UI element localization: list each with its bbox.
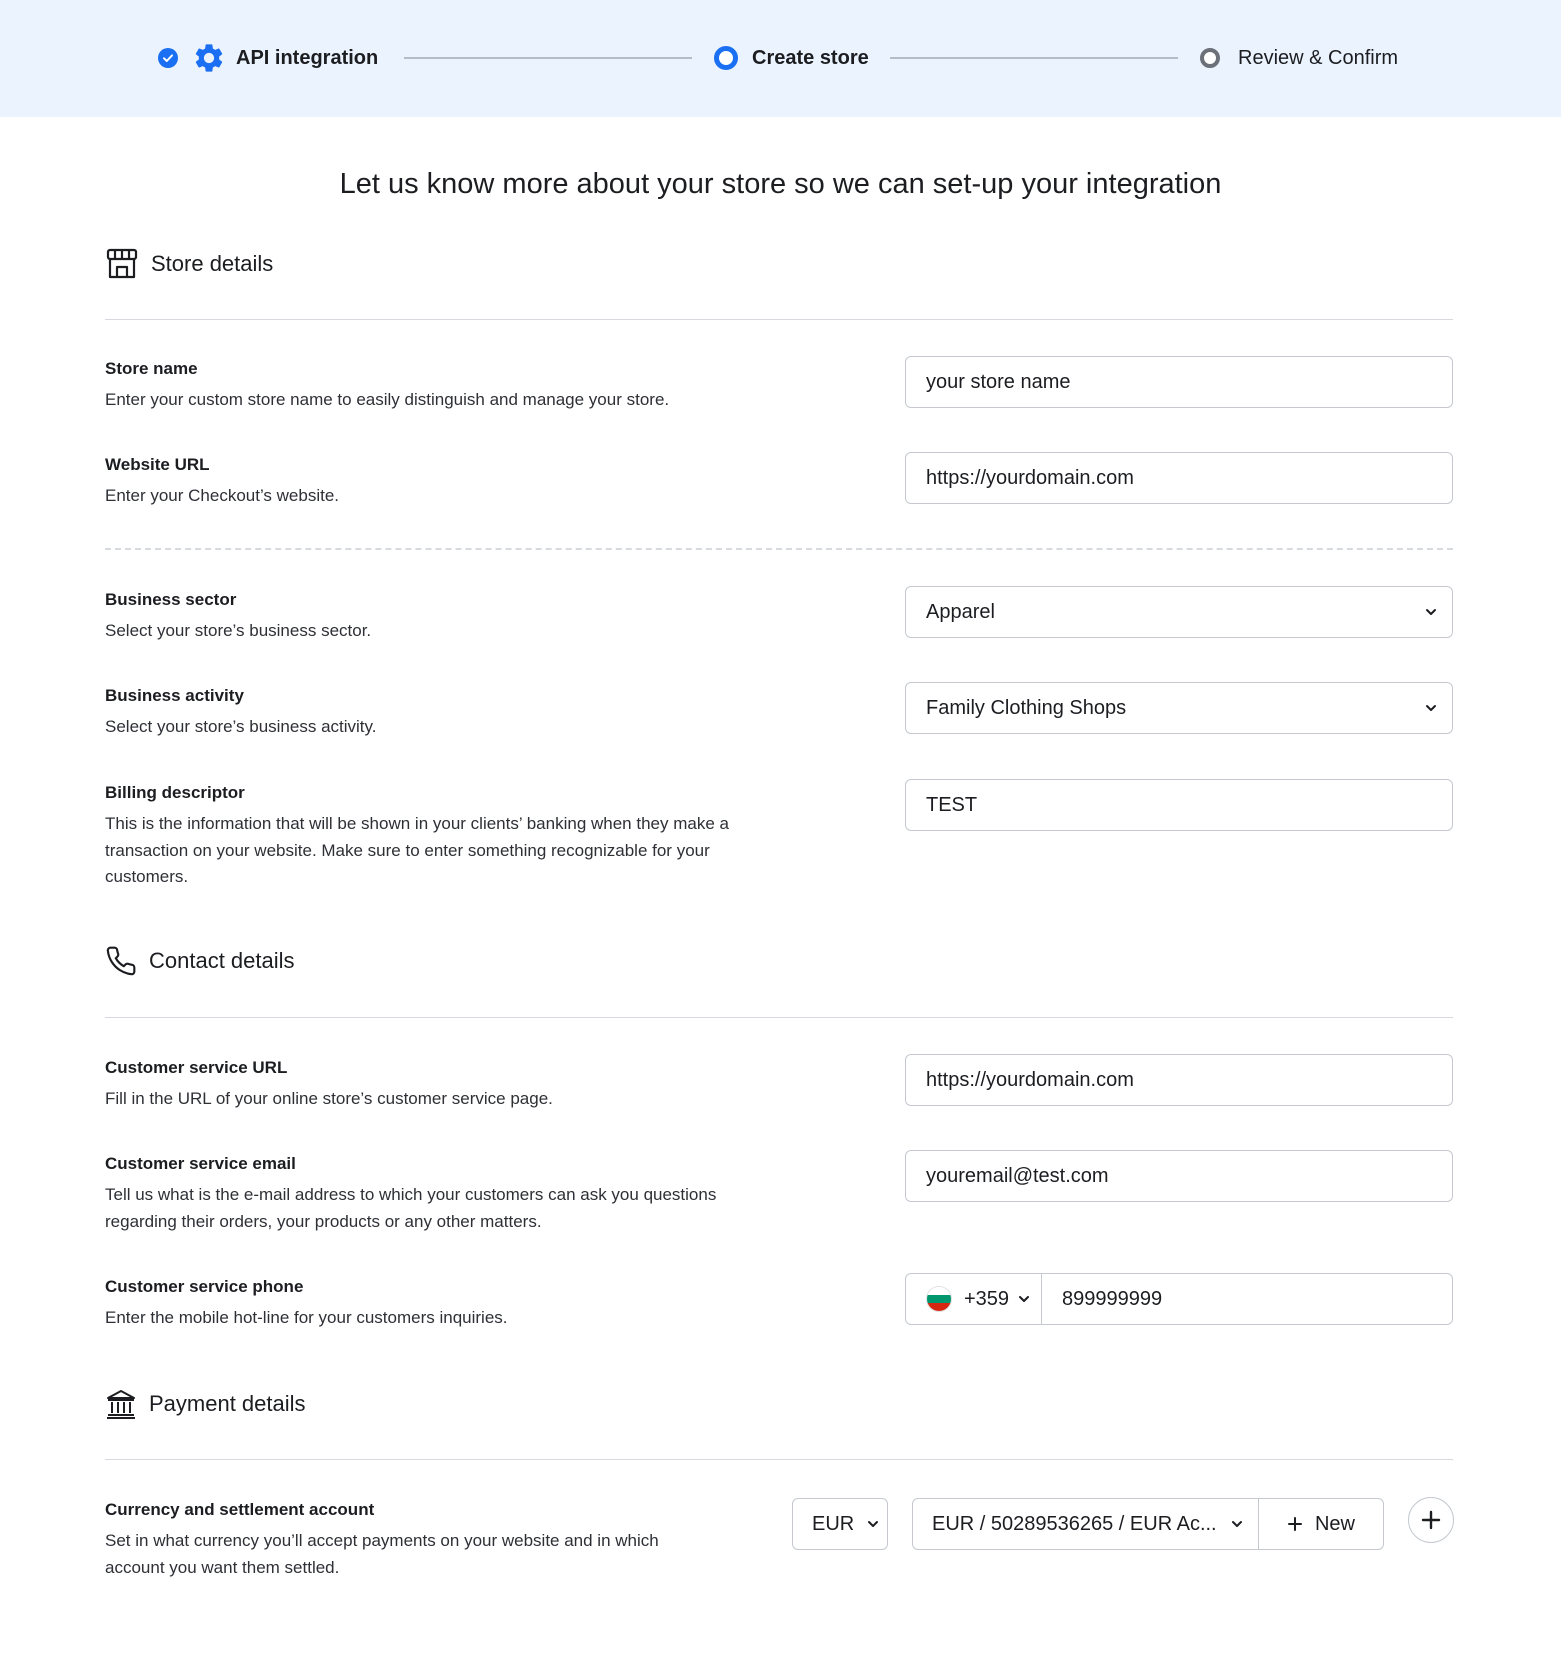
contact-details-heading xyxy=(105,945,295,977)
dashed-divider xyxy=(105,548,1453,550)
business-sector-desc: Select your store’s business sector. xyxy=(105,621,372,640)
new-account-button[interactable] xyxy=(1259,1499,1383,1549)
currency-value: EUR xyxy=(812,1512,855,1535)
customer-service-phone-field xyxy=(905,1273,1453,1325)
chevron-down-icon xyxy=(866,1517,880,1531)
business-activity-select[interactable] xyxy=(905,682,1453,734)
settlement-account-group xyxy=(912,1498,1384,1550)
country-code-select[interactable] xyxy=(906,1274,1042,1324)
section-title: Store details xyxy=(151,251,274,276)
website-url-input[interactable] xyxy=(905,452,1453,504)
store-name-input[interactable] xyxy=(905,356,1453,408)
step-label: API integration xyxy=(236,46,379,69)
check-icon xyxy=(158,48,178,68)
customer-service-url-desc: Fill in the URL of your online store’s customer service page. xyxy=(105,1089,553,1108)
section-divider xyxy=(105,319,1453,320)
payment-details-heading xyxy=(105,1388,306,1420)
business-sector-value: Apparel xyxy=(926,600,995,623)
currency-account-label: Currency and settlement account xyxy=(105,1500,375,1519)
plus-icon xyxy=(1287,1516,1303,1532)
chevron-down-icon xyxy=(1424,701,1438,715)
step-create-store[interactable] xyxy=(714,40,869,76)
customer-service-url-value: https://yourdomain.com xyxy=(926,1068,1134,1091)
section-divider xyxy=(105,1017,1453,1018)
billing-descriptor-desc: This is the information that will be shown in your clients’ banking when they make a transaction on your website. Make sure to enter something recognizable for your customers. xyxy=(105,814,729,886)
step-label: Review & Confirm xyxy=(1238,46,1399,69)
customer-service-url-input[interactable] xyxy=(905,1054,1453,1106)
step-connector xyxy=(404,57,692,59)
business-sector-label: Business sector xyxy=(105,590,237,609)
step-api-integration[interactable] xyxy=(158,40,378,76)
phone-number-input[interactable] xyxy=(1042,1274,1452,1324)
customer-service-phone-desc: Enter the mobile hot-line for your customers inquiries. xyxy=(105,1308,508,1327)
country-code-value: +359 xyxy=(964,1287,1010,1310)
gear-icon xyxy=(192,41,226,75)
currency-select[interactable] xyxy=(792,1498,888,1550)
store-name-label: Store name xyxy=(105,359,198,378)
step-connector xyxy=(890,57,1178,59)
step-review-confirm[interactable] xyxy=(1200,40,1398,76)
page-title: Let us know more about your store so we can set-up your integration xyxy=(339,168,1222,200)
currency-account-desc: Set in what currency you’ll accept payments on your website and in which account you want them settled. xyxy=(105,1531,659,1577)
progress-stepper xyxy=(0,0,1561,117)
business-activity-desc: Select your store’s business activity. xyxy=(105,717,377,736)
website-url-desc: Enter your Checkout’s website. xyxy=(105,486,340,505)
billing-descriptor-input[interactable] xyxy=(905,779,1453,831)
customer-service-email-value: youremail@test.com xyxy=(926,1164,1109,1187)
bulgaria-flag-icon xyxy=(926,1286,952,1312)
section-title: Payment details xyxy=(149,1391,306,1416)
add-currency-button[interactable] xyxy=(1408,1497,1454,1543)
customer-service-email-desc: Tell us what is the e-mail address to which your customers can ask you questions regarding their orders, your products or any other matters. xyxy=(105,1185,717,1231)
business-activity-value: Family Clothing Shops xyxy=(926,696,1127,719)
phone-icon xyxy=(105,945,137,977)
pending-step-icon xyxy=(1200,48,1220,68)
bank-icon xyxy=(105,1388,137,1420)
website-url-value: https://yourdomain.com xyxy=(926,466,1134,489)
store-name-desc: Enter your custom store name to easily distinguish and manage your store. xyxy=(105,390,670,409)
billing-descriptor-label: Billing descriptor xyxy=(105,783,245,802)
store-details-heading xyxy=(105,247,273,281)
customer-service-email-label: Customer service email xyxy=(105,1154,296,1173)
chevron-down-icon xyxy=(1017,1292,1031,1306)
section-divider xyxy=(105,1459,1453,1460)
store-icon xyxy=(105,247,139,281)
settlement-account-select[interactable] xyxy=(913,1499,1259,1549)
customer-service-email-input[interactable] xyxy=(905,1150,1453,1202)
step-label: Create store xyxy=(752,46,869,69)
business-sector-select[interactable] xyxy=(905,586,1453,638)
store-name-value: your store name xyxy=(926,370,1071,393)
website-url-label: Website URL xyxy=(105,455,210,474)
chevron-down-icon xyxy=(1424,605,1438,619)
business-activity-label: Business activity xyxy=(105,686,244,705)
plus-icon xyxy=(1420,1509,1442,1531)
new-account-label: New xyxy=(1314,1512,1355,1535)
chevron-down-icon xyxy=(1230,1517,1244,1531)
settlement-account-value: EUR / 50289536265 / EUR Ac... xyxy=(932,1512,1217,1535)
section-title: Contact details xyxy=(149,948,295,973)
billing-descriptor-value: TEST xyxy=(926,793,978,816)
customer-service-phone-label: Customer service phone xyxy=(105,1277,304,1296)
phone-number-value: 899999999 xyxy=(1062,1287,1163,1310)
active-step-icon xyxy=(714,46,738,70)
customer-service-url-label: Customer service URL xyxy=(105,1058,288,1077)
